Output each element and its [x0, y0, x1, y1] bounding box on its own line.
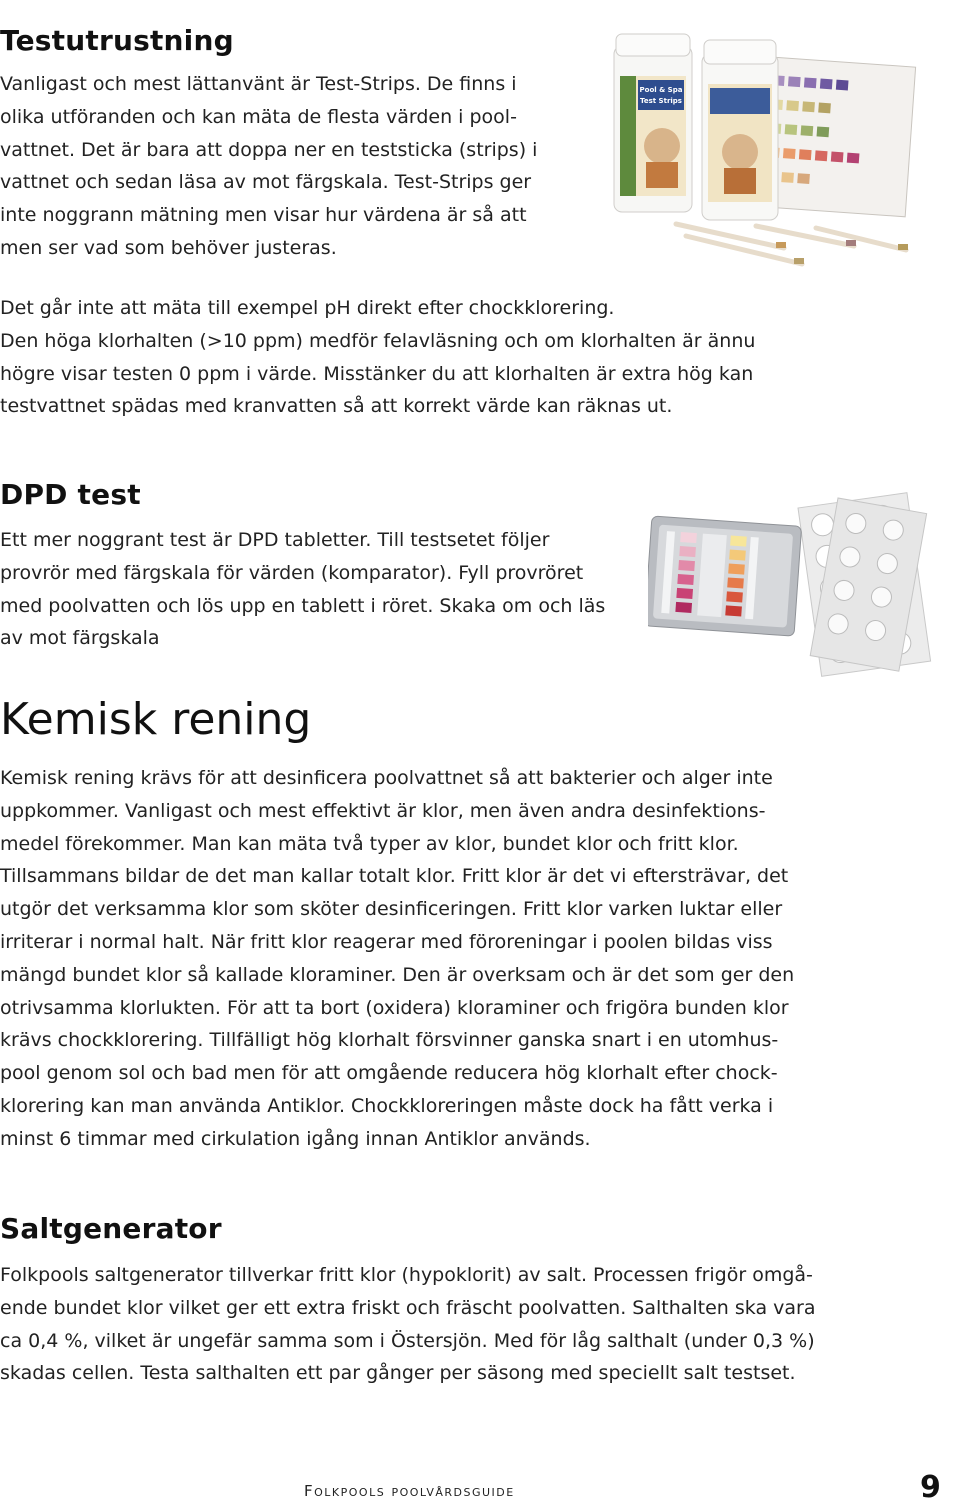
paragraph-dpd: Ett mer noggrant test är DPD tabletter. Till testsetet följer provrör med färgskala för värden (komparator). Fyll provröret med poolvatten och lös upp en tablett i röret. Skaka om och läs av mot färgskala: [0, 529, 606, 650]
footer-guide-title: Folkpools poolvårdsguide: [304, 1482, 515, 1500]
heading-testutrustning: Testutrustning: [0, 24, 234, 57]
page-number: 9: [920, 1470, 941, 1505]
heading-kemisk-rening: Kemisk rening: [0, 694, 312, 745]
heading-dpd-test: DPD test: [0, 478, 141, 511]
paragraph-ph-chockklorering: Det går inte att mäta till exempel pH direkt efter chockklorering. Den höga klorhalten (>10 ppm) medför felavläsning och om klorhalten är ännu högre visar testen 0 ppm i värde. Misstänker du att klorhalten är extra hög kan testvattnet spädas med kranvatten så att korrekt värde kan räknas ut.: [0, 297, 756, 418]
paragraph-kemisk-rening: Kemisk rening krävs för att desinficera poolvattnet så att bakterier och alger inte uppkommer. Vanligast och mest effektivt är klor, men även andra desinfektions- medel förekommer. Man kan mäta två typer av klor, bundet klor och fritt klor. Tillsammans bildar de det man kallar totalt klor. Fritt klor är det vi eftersträvar, det utgör det verksamma klor som sköter desinficeringen. Fritt klor varken luktar eller irriterar i normal halt. När fritt klor reagerar med föroreningar i poolen bildas viss mängd bundet klor så kallade kloraminer. Den är overksam och är det som ger den otrivsamma klorlukten. För att ta bort (oxidera) kloraminer och frigöra bunden klor krävs chockklorering. Tillfälligt hög klorhalt försvinner ganska snart i en utomhus- pool genom sol och bad men för att omgående reducera hög klorhalt efter chock- klorering kan man använda Antiklor. Chockkloreringen måste dock ha fått verka i minst 6 timmar med cirkulation igång innan Antiklor används.: [0, 767, 795, 1150]
paragraph-teststrips: Vanligast och mest lättanvänt är Test-Strips. De finns i olika utföranden och kan mäta de flesta värden i pool- vattnet. Det är bara att doppa ner en teststicka (strips) i vattnet och sedan läsa av mot färgskala. Test-Strips ger inte noggrann mätning men visar hur värdena är så att men ser vad som behöver justeras.: [0, 73, 538, 259]
heading-saltgenerator: Saltgenerator: [0, 1212, 222, 1245]
paragraph-saltgenerator: Folkpools saltgenerator tillverkar fritt klor (hypoklorit) av salt. Processen frigör omgå- ende bundet klor vilket ger ett extra friskt och fräscht poolvatten. Salthalten ska vara ca 0,4 %, vilket är ungefär samma som i Östersjön. Med för låg salthalt (under 0,3 %) skadas cellen. Testa salthalten ett par gånger per säsong med speciellt salt testset.: [0, 1264, 816, 1385]
dpd-test-kit-image: [648, 488, 948, 698]
bottle-label-text: Test Strips: [640, 97, 682, 105]
bottle-label-text: Pool & Spa: [639, 86, 683, 94]
test-strips-image: [606, 28, 922, 274]
